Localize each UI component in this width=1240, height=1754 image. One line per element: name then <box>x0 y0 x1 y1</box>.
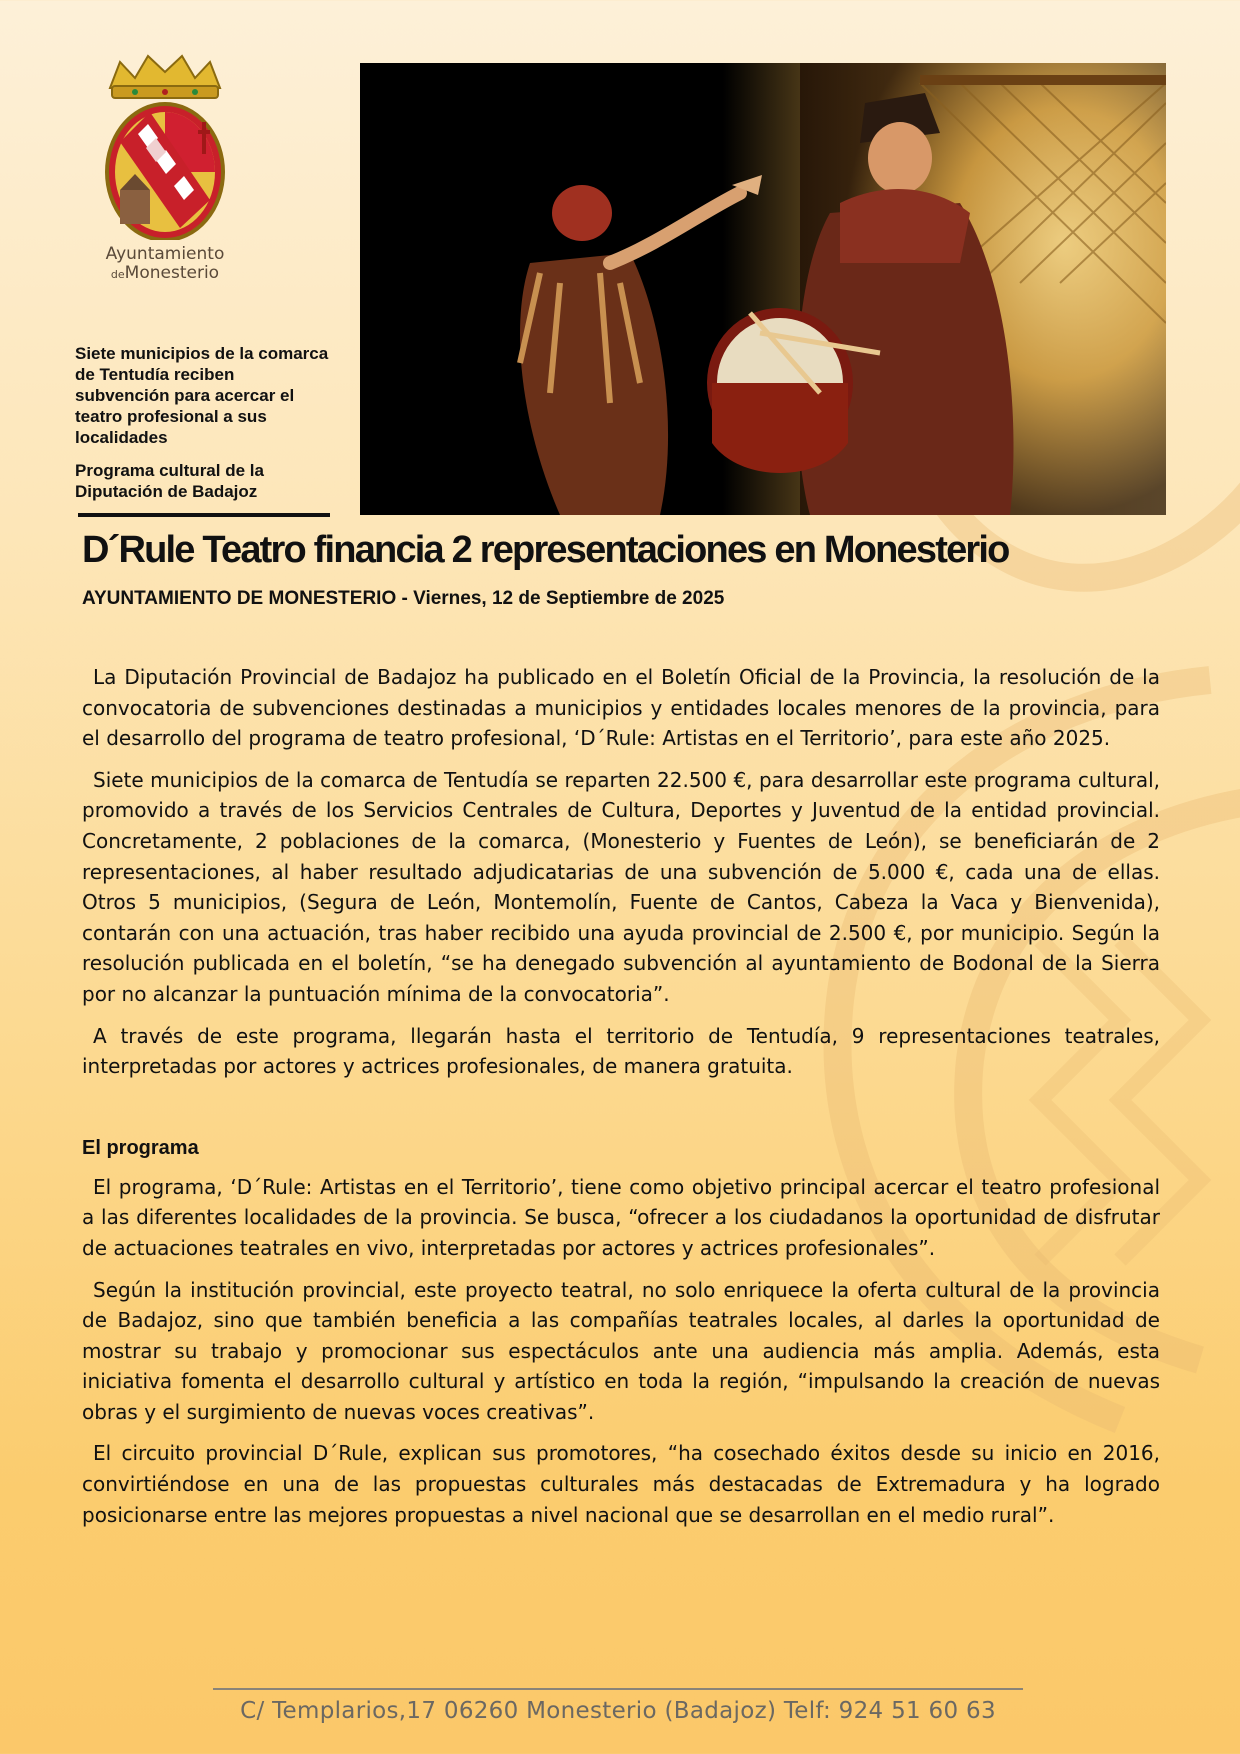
summary-text: Siete municipios de la comarca de Tentudía reciben subvención para acercar el teatro profesional a sus localidades <box>75 344 329 447</box>
body-paragraph: Según la institución provincial, este proyecto teatral, no solo enriquece la oferta cultural de la provincia de Badajoz, sino que también beneficia a las compañías teatrales locales, al darles la oportunidad de mostrar su trabajo y promocionar sus espectáculos ante una audiencia más amplia. Además, esta iniciativa fomenta el desarrollo cultural y artístico en toda la región, “impulsando la creación de nuevas obras y el surgimiento de nuevas voces creativas”. <box>82 1277 1160 1424</box>
crest-caption: Ayuntamiento deMonesterio <box>105 244 225 283</box>
footer-address: C/ Templarios,17 06260 Monesterio (Badajoz) Telf: 924 51 60 63 <box>240 1698 996 1724</box>
coat-of-arms-icon <box>90 50 240 240</box>
article-body <box>82 662 1160 1541</box>
body-paragraph: A través de este programa, llegarán hasta el territorio de Tentudía, 9 representaciones teatrales, interpretadas por actores y actrices profesionales, de manera gratuita. <box>82 1023 1160 1079</box>
body-paragraph: El programa, ‘D´Rule: Artistas en el Territorio’, tiene como objetivo principal acercar el teatro profesional a las diferentes localidades de la provincia. Se busca, “ofrecer a los ciudadanos la oportunidad de disfrutar de actuaciones teatrales en vivo, interpretadas por actores y actrices profesionales”. <box>82 1174 1160 1260</box>
body-paragraph: Siete municipios de la comarca de Tentudía se reparten 22.500 €, para desarrollar este programa cultural, promovido a través de los Servicios Centrales de Cultura, Deportes y Juventud de la entidad provincial. Concretamente, 2 poblaciones de la comarca, (Monesterio y Fuentes de León), se beneficiarán de 2 representaciones, al haber resultado adjudicatarias de una subvención de 5.000 €, cada una de ellas. Otros 5 municipios, (Segura de León, Montemolín, Fuente de Cantos, Cabeza la Vaca y Bienvenida), contarán con una actuación, tras haber recibido una ayuda provincial de 2.500 €, por municipio. Según la resolución publicada en el boletín, “se ha denegado subvención al ayuntamiento de Bodonal de la Sierra por no alcanzar la puntuación mínima de la convocatoria”. <box>82 767 1160 1006</box>
article-dateline: AYUNTAMIENTO DE MONESTERIO - Viernes, 12 de Septiembre de 2025 <box>82 588 725 609</box>
article-photo <box>360 63 1166 515</box>
sidebar-divider <box>78 513 330 517</box>
program-text: Programa cultural de la Diputación de Badajoz <box>75 461 264 501</box>
sidebar-summary <box>75 343 330 514</box>
body-paragraph: La Diputación Provincial de Badajoz ha publicado en el Boletín Oficial de la Provincia, la resolución de la convocatoria de subvenciones destinadas a municipios y entidades locales menores de la provincia, para el desarrollo del programa de teatro profesional, ‘D´Rule: Artistas en el Territorio’, para este año 2025. <box>82 665 1160 751</box>
municipal-crest <box>90 50 240 300</box>
article-title: D´Rule Teatro financia 2 representaciones en Monesterio <box>82 529 1009 571</box>
body-paragraph: El circuito provincial D´Rule, explican sus promotores, “ha cosechado éxitos desde su inicio en 2016, convirtiéndose en una de las propuestas culturales más destacadas de Extremadura y ha logrado posicionarse entre las mejores propuestas a nivel nacional que se desarrollan en el medio rural”. <box>82 1441 1160 1527</box>
footer-divider <box>213 1688 1023 1690</box>
section-title: El programa <box>82 1136 199 1159</box>
